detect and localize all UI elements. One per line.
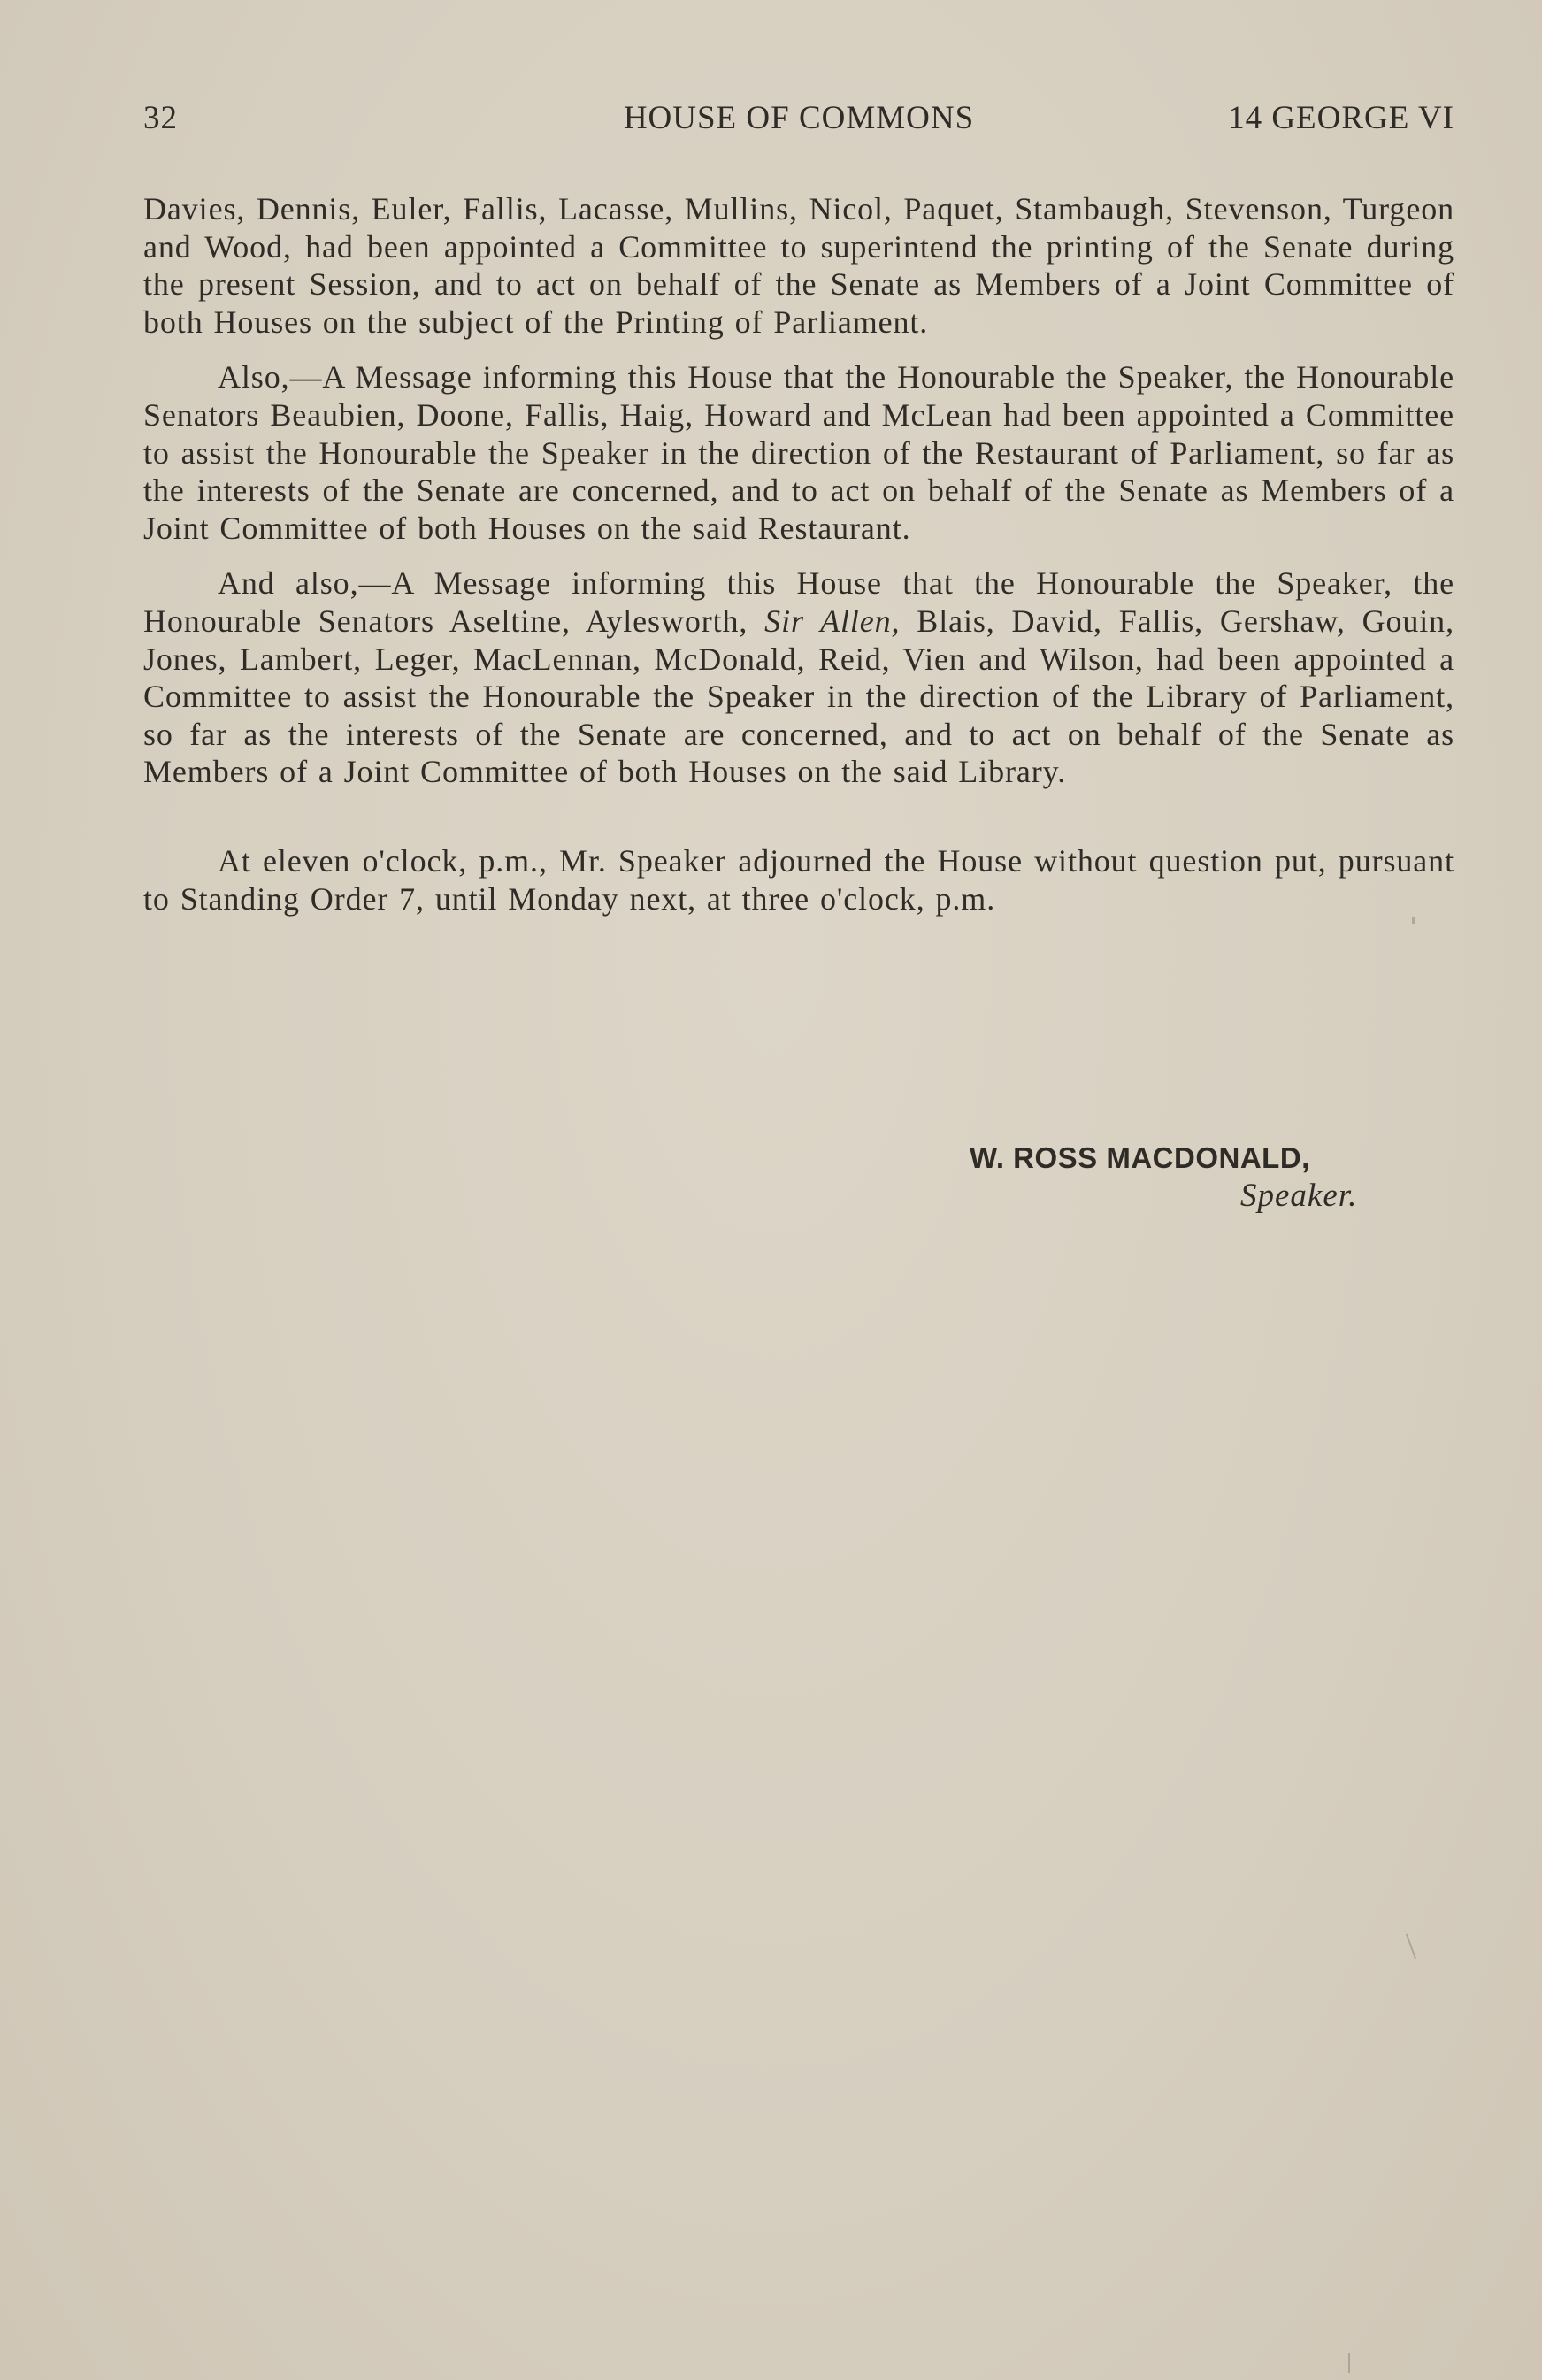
library-paragraph-end: Blais, David, Fallis, Gershaw, Gouin, Jones, Lambert, Leger, MacLennan, McDonald, Reid, Vien and Wilson, had been appointed a Committee to assist the Honourable the Speaker in the direction of the Library of Parliament, so far as the interests of the Senate are concerned, and to act on behalf of the Senate as Members of a Joint Committee of both Houses on the said Library.: [143, 603, 1454, 790]
library-paragraph-start: And also,—A Message informing this House that the Honourable the Speaker, the Honourable Senators Aseltine, Aylesworth,: [143, 565, 1454, 639]
header-regnal-year: 14 GEORGE VI: [1228, 100, 1454, 136]
paper-speck: [1348, 2353, 1350, 2373]
paper-speck: [1406, 1934, 1416, 1960]
paragraph-restaurant-committee: Also,—A Message informing this House that the Honourable the Speaker, the Honourable Senators Beaubien, Doone, Fallis, Haig, Howard and McLean had been appointed a Committee to assist the Honourable the Speaker in the direction of the Restaurant of Parliament, so far as the interests of the Senate are concerned, and to act on behalf of the Senate as Members of a Joint Committee of both Houses on the said Restaurant.: [143, 359, 1454, 546]
header-title: HOUSE OF COMMONS: [623, 100, 975, 136]
page-number: 32: [143, 100, 178, 136]
paragraph-senate-printing-committee: Davies, Dennis, Euler, Fallis, Lacasse, Mullins, Nicol, Paquet, Stambaugh, Stevenson, Turgeon and Wood, had been appointed a Committee to superintend the printing of the Senate during the present Session, and to act on behalf of the Senate as Members of a Joint Committee of both Houses on the subject of the Printing of Parliament.: [143, 191, 1454, 340]
running-header: [143, 99, 1454, 143]
paragraph-adjournment: At eleven o'clock, p.m., Mr. Speaker adjourned the House without question put, pursuant to Standing Order 7, until Monday next, at three o'clock, p.m.: [143, 842, 1454, 917]
paragraph-library-committee: [143, 564, 1454, 791]
journal-body: [143, 190, 1454, 917]
signatory-name: W. ROSS MACDONALD,: [970, 1141, 1310, 1174]
library-paragraph-italic-name: Sir Allen,: [764, 603, 901, 639]
paper-speck: [1412, 917, 1415, 924]
signatory-title: Speaker.: [1240, 1178, 1358, 1214]
